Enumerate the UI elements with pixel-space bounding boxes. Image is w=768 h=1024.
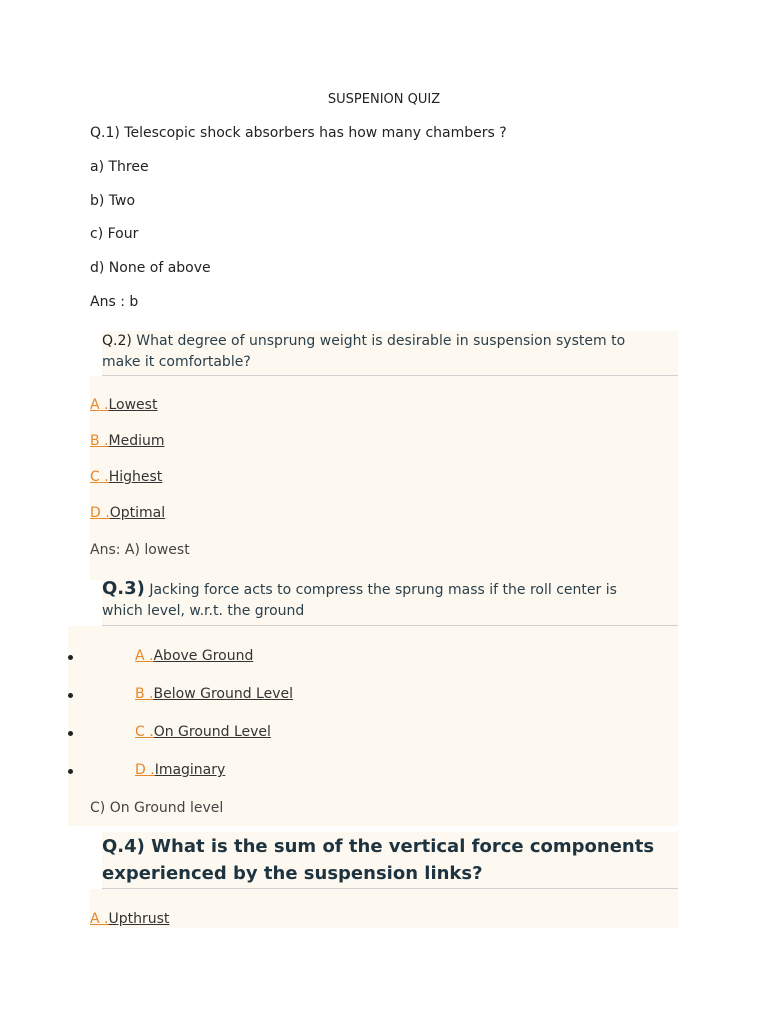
q3-option-a[interactable] [135,648,253,664]
q3-option-a-letter[interactable]: A . [135,648,154,664]
q3-option-a-text[interactable]: Above Ground [153,648,254,664]
q3-option-c-text[interactable]: On Ground Level [153,724,271,740]
q2-option-b-letter[interactable]: B . [90,433,109,449]
q3-question-line1: Jacking force acts to compress the sprung mass if the roll center is [149,582,617,598]
q2-number: Q.2) [102,333,132,349]
q4-option-a-text[interactable]: Upthrust [108,911,170,927]
q4-option-a[interactable] [90,911,169,927]
q3-option-d-letter[interactable]: D . [135,762,155,778]
q1-option-a: a) Three [90,159,149,175]
q2-option-c-letter[interactable]: C . [90,469,109,485]
q3-question-line2: which level, w.r.t. the ground [102,603,305,619]
q3-bullet-b [68,693,73,698]
q3-option-d[interactable] [135,762,225,778]
q2-answer: Ans: A) lowest [90,542,190,558]
q3-option-d-text[interactable]: Imaginary [154,762,226,778]
q1-answer: Ans : b [90,294,139,310]
q2-question-line1: What degree of unsprung weight is desirable in suspension system to [136,333,626,349]
q2-option-a[interactable] [90,397,157,413]
q3-divider [102,625,678,626]
q4-question-line2: experienced by the suspension links? [102,863,483,884]
q3-option-b[interactable] [135,686,293,702]
q3-bullet-d [68,769,73,774]
q3-number: Q.3) [102,578,145,599]
q2-question [102,331,678,373]
q2-option-a-letter[interactable]: A . [90,397,109,413]
q2-option-c[interactable] [90,469,162,485]
q3-bullet-c [68,731,73,736]
q3-option-c[interactable] [135,724,271,740]
q3-option-b-text[interactable]: Below Ground Level [153,686,293,702]
q2-option-b[interactable] [90,433,165,449]
q3-answer: C) On Ground level [90,800,224,816]
q4-question-line1: Q.4) What is the sum of the vertical force components [102,836,655,857]
q2-option-d-text[interactable]: Optimal [109,505,166,521]
q2-option-a-text[interactable]: Lowest [108,397,158,413]
q1-option-c: c) Four [90,226,139,242]
q1-option-b: b) Two [90,193,136,209]
q4-question [102,833,678,887]
q1-question: Q.1) Telescopic shock absorbers has how many chambers ? [90,125,507,141]
page-title: SUSPENION QUIZ [327,92,441,107]
q2-option-d[interactable] [90,505,165,521]
q3-bullet-a [68,655,73,660]
q3-option-c-letter[interactable]: C . [135,724,154,740]
q4-option-a-letter[interactable]: A . [90,911,109,927]
q3-option-b-letter[interactable]: B . [135,686,154,702]
q2-question-line2: make it comfortable? [102,354,251,370]
q2-option-b-text[interactable]: Medium [108,433,165,449]
q2-option-c-text[interactable]: Highest [108,469,163,485]
q4-options-background [90,889,678,928]
q2-divider [102,375,678,376]
q2-option-d-letter[interactable]: D . [90,505,110,521]
q4-divider [102,888,678,889]
q3-question [102,578,678,622]
q1-option-d: d) None of above [90,260,211,276]
